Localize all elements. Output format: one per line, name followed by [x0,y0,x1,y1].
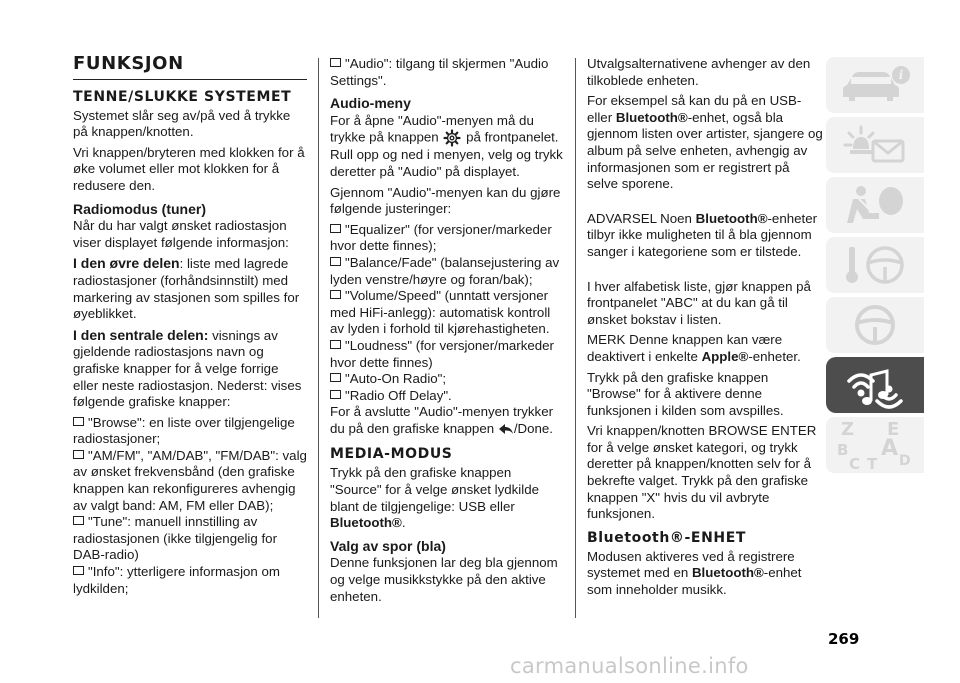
page-number: 269 [828,630,860,648]
heading-radiomodus: Radiomodus (tuner) [73,200,206,217]
list-item: "Audio": tilgang til skjermen "Audio Settings". [330,56,549,88]
bullet-icon [330,390,341,399]
index-letter: C [849,455,861,471]
list-item: "Info": ytterligere informasjon om lydkilden; [73,564,280,596]
column-3 [587,56,823,603]
tab-vehicle-info[interactable] [826,57,924,113]
index-letter: E [887,419,900,440]
tab-driving[interactable] [826,297,924,353]
list-item: "Equalizer" (for versjoner/markeder hvor dette finnes); [330,221,552,254]
paragraph: Denne funksjonen lar deg bla gjennom og velge musikkstykke på den aktive enheten. [330,555,558,604]
paragraph: Vri knappen/bryteren med klokken for å øke volumet eller mot klokken for å redusere den. [73,144,305,193]
index-letter: T [867,455,878,471]
bullet-icon [330,224,341,233]
column-1 [73,53,307,597]
column-2 [330,56,564,609]
airbag-icon [839,183,911,227]
list-item: "Radio Off Delay". [330,388,564,405]
index-letter: A [881,436,899,461]
paragraph: Systemet slår seg av/på ved å trykke på knappen/knotten. [73,107,291,140]
sub-heading-tenne-slukke: TENNE/SLUKKE SYSTEMET [73,88,292,105]
steering-wheel-icon [839,303,911,347]
paragraph: I hver alfabetisk liste, gjør knappen på frontpanelet "ABC" at du kan gå til ønsket bokstav i listen. [587,278,811,327]
warning-lights-icon [839,123,911,167]
heading-audio-meny: Audio-meny [330,95,411,112]
paragraph: Modusen aktiveres ved å registrere systemet med en Bluetooth®-enhet som inneholder musikk. [587,548,802,598]
list-item: "Tune": manuell innstilling av radiostasjonen (ikke tilgjengelig for DAB-radio) [73,514,277,563]
tab-multimedia[interactable] [826,357,924,413]
paragraph: For å avslutte "Audio"-menyen trykker du på den grafiske knappen /Done. [330,404,554,436]
note-paragraph: MERK Denne knappen kan være deaktivert i enkelte Apple®-enheter. [587,332,801,364]
heading-valg-av-spor: Valg av spor (bla) [330,537,446,554]
bullet-icon [73,516,84,525]
paragraph: Trykk på den grafiske knappen "Browse" for å aktivere denne funksjonen i kilden som avspilles. [587,369,784,418]
column-divider [575,58,576,618]
car-info-icon [839,63,911,107]
multimedia-icon [839,361,911,409]
heading-bluetooth-enhet: Bluetooth®-ENHET [587,529,747,546]
section-heading-funksjon: FUNKSJON [73,56,307,80]
tab-index[interactable] [826,417,924,473]
watermark: carmanualsonline.info [510,654,749,678]
paragraph-upper-part: I den øvre delen: liste med lagrede radiostasjoner (forhåndsinnstilt) med markering av stasjonen som spilles for øyeblikket. [73,255,300,322]
bullet-icon [330,257,341,266]
list-item: "AM/FM", "AM/DAB", "FM/DAB": valg av ønsket frekvensbånd (den grafiske knappen kan rekonfigureres avhengig av valgt band: AM, FM eller DAB); [73,447,307,513]
list-item: "Browse": en liste over tilgjengelige radiostasjoner; [73,414,295,447]
label-center-part: I den sentrale delen: [73,326,209,343]
bullet-icon [73,417,84,426]
steering-key-icon [839,243,911,287]
paragraph: For å åpne "Audio"-menyen må du trykke på knappen på frontpanelet. Rull opp og ned i menyen, velg og trykk deretter på "Audio" på displayet. [330,112,563,179]
tab-safety[interactable] [826,177,924,233]
list-item: "Auto-On Radio"; [330,371,564,388]
index-letter: B [837,441,849,459]
list-item: "Volume/Speed" (unntatt versjoner med HiFi-anlegg): automatisk kontroll av lyden i forhold til kjørehastigheten. [330,288,551,337]
bullet-icon [330,290,341,299]
index-letters-icon [835,419,915,471]
warning-paragraph: ADVARSEL Noen Bluetooth®-enheter tilbyr ikke muligheten til å bla gjennom sanger i kategoriene som er tilstede. [587,210,818,259]
bullet-icon [73,566,84,575]
svg-text:i: i [898,68,904,82]
back-arrow-icon [498,423,514,435]
paragraph: Gjennom "Audio"-menyen kan du gjøre følgende justeringer: [330,184,561,217]
index-letter: D [899,453,911,469]
heading-media-modus: MEDIA-MODUS [330,446,453,463]
chapter-tabs [826,57,924,477]
tab-starting[interactable] [826,237,924,293]
column-divider [318,58,319,618]
paragraph: Vri knappen/knotten BROWSE ENTER for å velge ønsket kategori, og trykk deretter på knappen/knotten selv for å bekrefte valget. Trykk på den grafiske knappen "X" hvis du vil avbryte funksjonen. [587,423,817,522]
list-item: "Loudness" (for versjoner/markeder hvor dette finnes) [330,337,554,370]
bullet-icon [73,450,84,459]
index-letter: Z [841,419,855,440]
settings-gear-icon [442,129,462,147]
label-upper-part: I den øvre delen [73,255,180,272]
paragraph: For eksempel så kan du på en USB- eller Bluetooth®-enhet, også bla gjennom listen over artister, sjangere og album på selve enheten, avhengig av informasjonen som er registrert på selve sporene. [587,93,823,192]
paragraph: Trykk på den grafiske knappen "Source" for å velge ønsket lydkilde blant de tilgjengelige: USB eller Bluetooth®. [330,465,539,531]
bullet-icon [330,58,341,67]
paragraph: Utvalgsalternativene avhenger av den tilkoblede enheten. [587,56,811,88]
list-item: "Balance/Fade" (balansejustering av lyden venstre/høyre og foran/bak); [330,254,560,287]
paragraph-center-part: I den sentrale delen: visnings av gjeldende radiostasjons navn og grafiske knapper for å velge forrige eller neste radiostasjon. Nederst: vises følgende grafiske knapper: [73,326,302,410]
paragraph: Når du har valgt ønsket radiostasjon viser displayet følgende informasjon: [73,218,289,250]
tab-warning-lights[interactable] [826,117,924,173]
bullet-icon [330,373,341,382]
bullet-icon [330,340,341,349]
